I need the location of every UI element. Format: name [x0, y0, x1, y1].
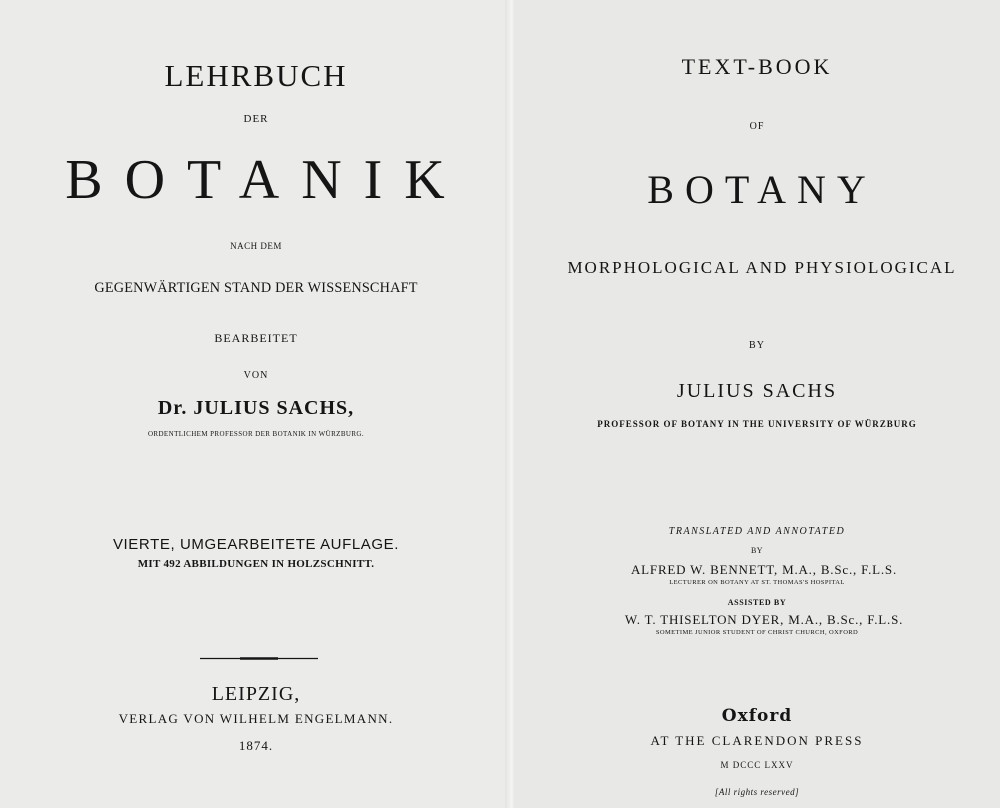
left-von: VON	[243, 370, 269, 381]
right-author-title: PROFESSOR OF BOTANY IN THE UNIVERSITY OF WÜRZBURG	[597, 419, 917, 429]
left-year: 1874.	[238, 738, 274, 753]
right-title-of: OF	[749, 121, 765, 132]
right-assisted-by: ASSISTED BY	[727, 598, 787, 607]
left-bearbeitet: BEARBEITET	[214, 331, 298, 345]
decorative-rule	[200, 657, 318, 660]
right-author: JULIUS SACHS	[676, 380, 838, 402]
left-nach-dem: NACH DEM	[230, 241, 282, 251]
right-by: BY	[749, 340, 765, 351]
right-rights: [All rights reserved]	[714, 787, 800, 797]
right-translator2: W. T. THISELTON DYER, M.A., B.Sc., F.L.S.	[624, 612, 904, 627]
left-title-der: DER	[243, 113, 269, 125]
left-city: LEIPZIG,	[211, 683, 301, 705]
right-subtitle: MORPHOLOGICAL AND PHYSIOLOGICAL	[567, 258, 957, 277]
right-translated: TRANSLATED AND ANNOTATED	[668, 526, 846, 537]
left-author: Dr. JULIUS SACHS,	[157, 397, 355, 419]
left-publisher: VERLAG VON WILHELM ENGELMANN.	[118, 711, 394, 726]
left-main-title: BOTANIK	[65, 149, 467, 211]
right-translator1: ALFRED W. BENNETT, M.A., B.Sc., F.L.S.	[630, 562, 898, 577]
right-city: Oxford	[721, 706, 793, 726]
right-translator1-title: LECTURER ON BOTANY AT ST. THOMAS'S HOSPITAL	[669, 579, 845, 586]
right-year: M DCCC LXXV	[720, 760, 794, 770]
right-main-title: BOTANY	[647, 167, 877, 212]
left-title-line1: LEHRBUCH	[164, 58, 348, 93]
left-illustrations: MIT 492 ABBILDUNGEN IN HOLZSCHNITT.	[137, 558, 375, 570]
left-edition: VIERTE, UMGEARBEITETE AUFLAGE.	[112, 536, 400, 553]
left-author-title: ORDENTLICHEM PROFESSOR DER BOTANIK IN WÜRZBURG.	[147, 430, 365, 438]
right-title-line1: TEXT-BOOK	[681, 54, 833, 79]
right-translator2-title: SOMETIME JUNIOR STUDENT OF CHRIST CHURCH, OXFORD	[655, 629, 859, 636]
right-title-page	[514, 0, 1000, 808]
right-by2: BY	[750, 546, 764, 555]
right-press: AT THE CLARENDON PRESS	[650, 733, 864, 748]
left-subtitle: GEGENWÄRTIGEN STAND DER WISSENSCHAFT	[94, 280, 418, 296]
